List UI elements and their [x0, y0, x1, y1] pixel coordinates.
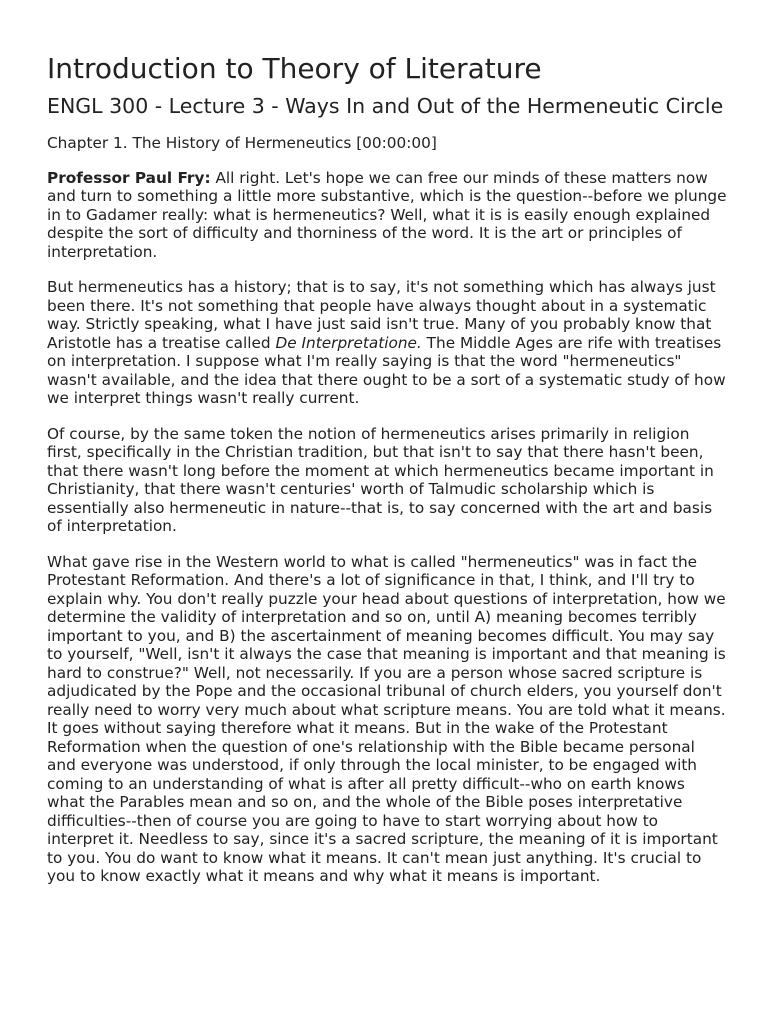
paragraph-2: [47, 278, 727, 408]
lecture-subtitle: ENGL 300 - Lecture 3 - Ways In and Out of the Hermeneutic Circle: [47, 94, 724, 118]
paragraph-4: What gave rise in the Western world to what is called "hermeneutics" was in fact the Protestant Reformation. And there's a lot of significance in that, I think, and I'll try to explain why. You don't really puzzle your head about questions of interpretation, how we determine the validity of interpretation and so on, until A) meaning becomes terribly important to you, and B) the ascertainment of meaning becomes difficult. You may say to yourself, "Well, isn't it always the case that meaning is important and that meaning is hard to construe?" Well, not necessarily. If you are a person whose sacred scripture is adjudicated by the Pope and the occasional tribunal of church elders, you yourself don't really need to worry very much about what scripture means. You are told what it means. It goes without saying therefore what it means. But in the wake of the Protestant Reformation when the question of one's relationship with the Bible became personal and everyone was understood, if only through the local minister, to be engaged with coming to an understanding of what is after all pretty difficult--who on earth knows what the Parables mean and so on, and the whole of the Bible poses interpretative difficulties--then of course you are going to have to start worrying about how to interpret it. Needless to say, since it's a sacred scripture, the meaning of it is important to you. You do want to know what it means. It can't mean just anything. It's crucial to you to know exactly what it means and why what it means is important.: [47, 552, 726, 885]
document-page: [47, 52, 727, 903]
book-title-italic: De Interpretatione.: [275, 333, 422, 352]
document-title: Introduction to Theory of Literature: [47, 52, 542, 85]
chapter-heading: Chapter 1. The History of Hermeneutics [00:00:00]: [47, 134, 437, 152]
paragraph-2-text-after: The Middle Ages are rife with treatises on interpretation. I suppose what I'm really saying is that the word "hermeneutics" wasn't available, and the idea that there ought to be a sort of a systematic study of how we interpret things wasn't really current.: [47, 333, 726, 407]
speaker-name: Professor Paul Fry:: [47, 168, 211, 187]
paragraph-1-text: All right. Let's hope we can free our minds of these matters now and turn to something a little more substantive, which is the question--before we plunge in to Gadamer really: what is hermeneutics? Well, what it is is easily enough explained despite the sort of difficulty and thorniness of the word. It is the art or principles of interpretation.: [47, 168, 727, 261]
paragraph-3: Of course, by the same token the notion of hermeneutics arises primarily in religion first, specifically in the Christian tradition, but that isn't to say that there hasn't been, that there wasn't long before the moment at which hermeneutics became important in Christianity, that there wasn't centuries' worth of Talmudic scholarship which is essentially also hermeneutic in nature--that is, to say concerned with the art and basis of interpretation.: [47, 424, 714, 535]
paragraph-2-text-before: But hermeneutics has a history; that is to say, it's not something which has always just been there. It's not something that people have always thought about in a systematic way. Strictly speaking, what I have just said isn't true. Many of you probably know that Aristotle has a treatise called: [47, 278, 716, 352]
paragraph-1: [47, 169, 727, 262]
